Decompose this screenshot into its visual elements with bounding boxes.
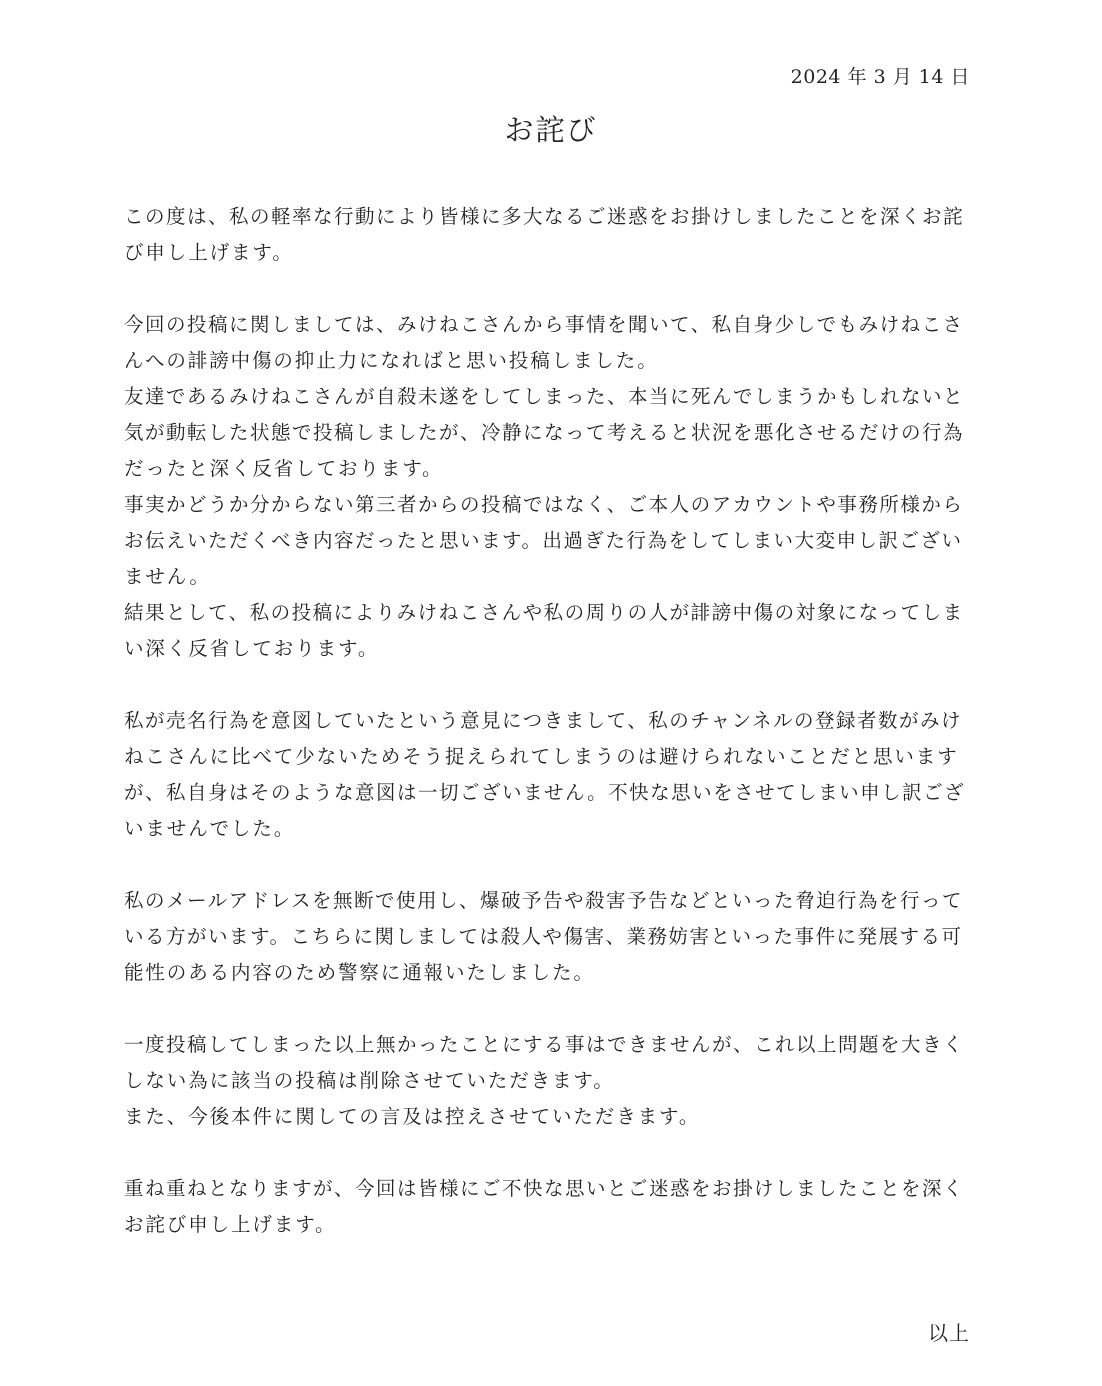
- text-line: 一度投稿してしまった以上無かったことにする事はできませんが、これ以上問題を大きく: [124, 1033, 965, 1056]
- text-line: お伝えいただくべき内容だったと思います。出過ぎた行為をしてしまい大変申し訳ござい: [124, 529, 963, 552]
- text-line: 私が売名行為を意図していたという意見につきまして、私のチャンネルの登録者数がみけ: [124, 709, 963, 732]
- text-line: また、今後本件に関しての言及は控えさせていただきます。: [124, 1105, 701, 1128]
- letter-title: お詫び: [504, 113, 598, 147]
- text-line: ません。: [124, 565, 211, 588]
- text-line: い深く反省しております。: [124, 637, 380, 660]
- paragraph-2: [124, 307, 966, 667]
- text-line: だったと深く反省しております。: [124, 457, 444, 480]
- letter-date: 2024 年 3 月 14 日: [790, 66, 970, 88]
- letter-body: [124, 199, 966, 1279]
- text-line: いる方がいます。こちらに関しましては殺人や傷害、業務妨害といった事件に発展する可: [124, 925, 963, 948]
- paragraph-3: [124, 703, 966, 847]
- paragraph-5: [124, 1027, 966, 1135]
- text-line: び申し上げます。: [124, 241, 294, 264]
- text-line: んへの誹謗中傷の抑止力になればと思い投稿しました。: [124, 349, 659, 372]
- text-line: いませんでした。: [124, 817, 296, 840]
- text-line: が、私自身はそのような意図は一切ございません。不快な思いをさせてしまい申し訳ござ: [124, 781, 966, 804]
- paragraph-4: [124, 883, 966, 991]
- text-line: 重ね重ねとなりますが、今回は皆様にご不快な思いとご迷惑をお掛けしましたことを深く: [124, 1177, 965, 1200]
- text-line: 結果として、私の投稿によりみけねこさんや私の周りの人が誹謗中傷の対象になってしま: [124, 601, 964, 624]
- text-line: 今回の投稿に関しましては、みけねこさんから事情を聞いて、私自身少しでもみけねこさ: [124, 313, 964, 336]
- text-line: 能性のある内容のため警察に通報いたしました。: [124, 961, 595, 984]
- text-line: この度は、私の軽率な行動により皆様に多大なるご迷惑をお掛けしましたことを深くお詫: [124, 205, 965, 228]
- text-line: お詫び申し上げます。: [124, 1213, 337, 1236]
- paragraph-6: [124, 1171, 966, 1243]
- text-line: ねこさんに比べて少ないためそう捉えられてしまうのは避けられないことだと思います: [124, 745, 959, 768]
- text-line: 友達であるみけねこさんが自殺未遂をしてしまった、本当に死んでしまうかもしれないと: [124, 385, 965, 408]
- text-line: しない為に該当の投稿は削除させていただきます。: [124, 1069, 615, 1092]
- text-line: 私のメールアドレスを無断で使用し、爆破予告や殺害予告などといった脅迫行為を行って: [124, 889, 964, 912]
- text-line: 事実かどうか分からない第三者からの投稿ではなく、ご本人のアカウントや事務所様から: [124, 493, 964, 516]
- text-line: 気が動転した状態で投稿しましたが、冷静になって考えると状況を悪化させるだけの行為: [124, 421, 965, 444]
- letter-closing: 以上: [928, 1321, 970, 1345]
- paragraph-1: [124, 199, 966, 271]
